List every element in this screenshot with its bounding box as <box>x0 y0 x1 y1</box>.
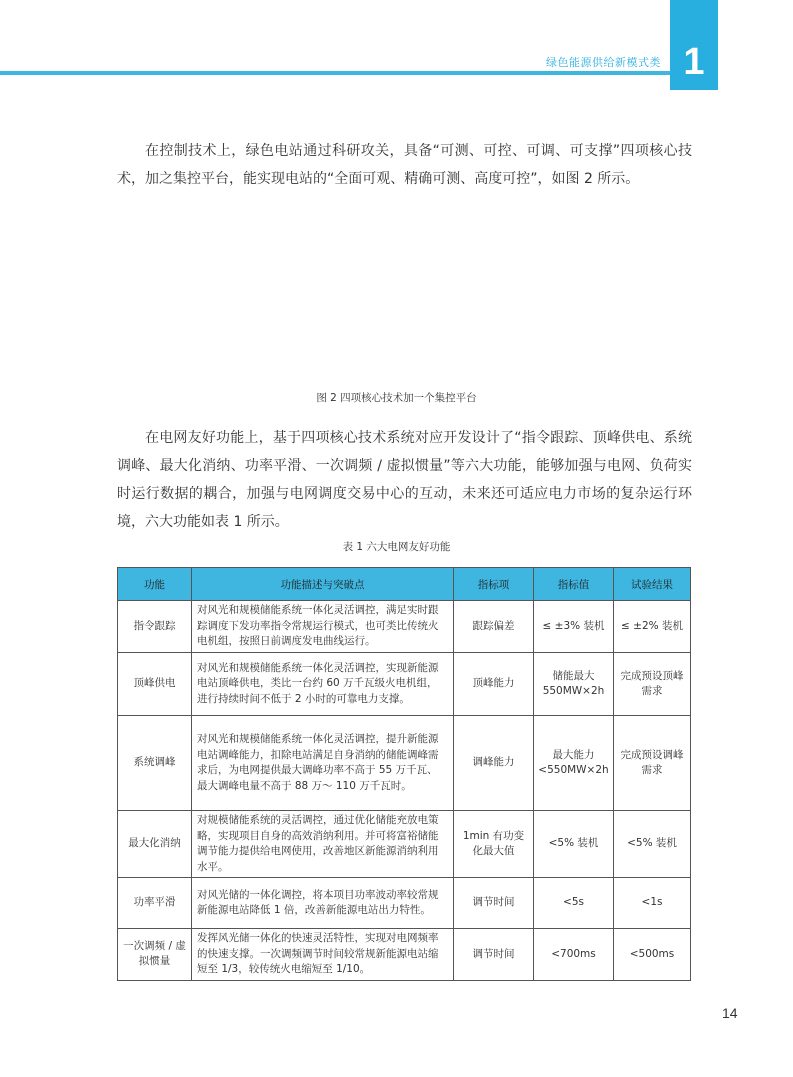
paragraph-grid-friendly: 在电网友好功能上，基于四项核心技术系统对应开发设计了“指令跟踪、顶峰供电、系统调峰、最大化消纳、功率平滑、一次调频 / 虚拟惯量”等六大功能，能够加强与电网、负荷实时运行数据的耦合，加强与电网调度交易中心的互动，未来还可适应电力市场的复杂运行环境，六大功能如表 1 所示。 <box>117 430 692 530</box>
chapter-badge: 1 <box>670 0 718 90</box>
header-function: 功能 <box>118 568 192 601</box>
header-indicator: 指标项 <box>454 568 534 601</box>
cell-indicator: 跟踪偏差 <box>454 601 534 653</box>
cell-function: 指令跟踪 <box>118 601 192 653</box>
cell-function: 顶峰供电 <box>118 653 192 716</box>
cell-indicator-value: <5s <box>534 878 614 929</box>
figure-2-placeholder <box>117 200 692 375</box>
table-row <box>118 601 691 653</box>
cell-indicator-value: 最大能力 <550MW×2h <box>534 716 614 811</box>
cell-test-result: 完成预设顶峰需求 <box>614 653 691 716</box>
section-title: 绿色能源供给新模式类 <box>546 56 661 69</box>
table-caption: 表 1 六大电网友好功能 <box>342 541 451 553</box>
table-row <box>118 653 691 716</box>
cell-indicator-value: 储能最大 550MW×2h <box>534 653 614 716</box>
cell-indicator-value: <5% 装机 <box>534 811 614 878</box>
functions-table <box>117 567 691 981</box>
cell-indicator-value: <700ms <box>534 929 614 981</box>
cell-test-result: 完成预设调峰需求 <box>614 716 691 811</box>
table-row <box>118 811 691 878</box>
header-description: 功能描述与突破点 <box>192 568 454 601</box>
cell-indicator: 调峰能力 <box>454 716 534 811</box>
header-rule <box>0 71 672 75</box>
cell-function: 一次调频 / 虚拟惯量 <box>118 929 192 981</box>
cell-function: 功率平滑 <box>118 878 192 929</box>
cell-description: 发挥风光储一体化的快速灵活特性，实现对电网频率的快速支撑。一次调频调节时间较常规新能源电站缩短至 1/3，较传统火电缩短至 1/10。 <box>192 929 454 981</box>
figure-caption: 图 2 四项核心技术加一个集控平台 <box>316 392 477 404</box>
page-number: 14 <box>722 1005 738 1021</box>
cell-test-result: <1s <box>614 878 691 929</box>
cell-indicator: 调节时间 <box>454 878 534 929</box>
cell-test-result: <500ms <box>614 929 691 981</box>
table-row <box>118 878 691 929</box>
table-row <box>118 929 691 981</box>
cell-function: 系统调峰 <box>118 716 192 811</box>
cell-description: 对风光储的一体化调控，将本项目功率波动率较常规新能源电站降低 1 倍，改善新能源电站出力特性。 <box>192 878 454 929</box>
cell-function: 最大化消纳 <box>118 811 192 878</box>
cell-test-result: <5% 装机 <box>614 811 691 878</box>
cell-indicator-value: ≤ ±3% 装机 <box>534 601 614 653</box>
cell-description: 对风光和规模储能系统一体化灵活调控，满足实时跟踪调度下发功率指令常规运行模式，也可类比传统火电机组，按照日前调度发电曲线运行。 <box>192 601 454 653</box>
header-test-result: 试验结果 <box>614 568 691 601</box>
cell-description: 对风光和规模储能系统一体化灵活调控，提升新能源电站调峰能力，扣除电站满足自身消纳的储能调峰需求后，为电网提供最大调峰功率不高于 55 万千瓦、最大调峰电量不高于 88 万～ 110 万千瓦时。 <box>192 716 454 811</box>
paragraph-control-technology: 在控制技术上，绿色电站通过科研攻关，具备“可测、可控、可调、可支撑”四项核心技术，加之集控平台，能实现电站的“全面可观、精确可测、高度可控”，如图 2 所示。 <box>117 143 692 187</box>
cell-indicator: 调节时间 <box>454 929 534 981</box>
cell-description: 对风光和规模储能系统一体化灵活调控，实现新能源电站顶峰供电，类比一台约 60 万千瓦级火电机组，进行持续时间不低于 2 小时的可靠电力支撑。 <box>192 653 454 716</box>
cell-test-result: ≤ ±2% 装机 <box>614 601 691 653</box>
cell-indicator: 顶峰能力 <box>454 653 534 716</box>
header-indicator-value: 指标值 <box>534 568 614 601</box>
cell-description: 对规模储能系统的灵活调控，通过优化储能充放电策略，实现项目自身的高效消纳利用。并可将富裕储能调节能力提供给电网使用，改善地区新能源消纳利用水平。 <box>192 811 454 878</box>
table-header-row <box>118 568 691 601</box>
cell-indicator: 1min 有功变化最大值 <box>454 811 534 878</box>
table-row <box>118 716 691 811</box>
